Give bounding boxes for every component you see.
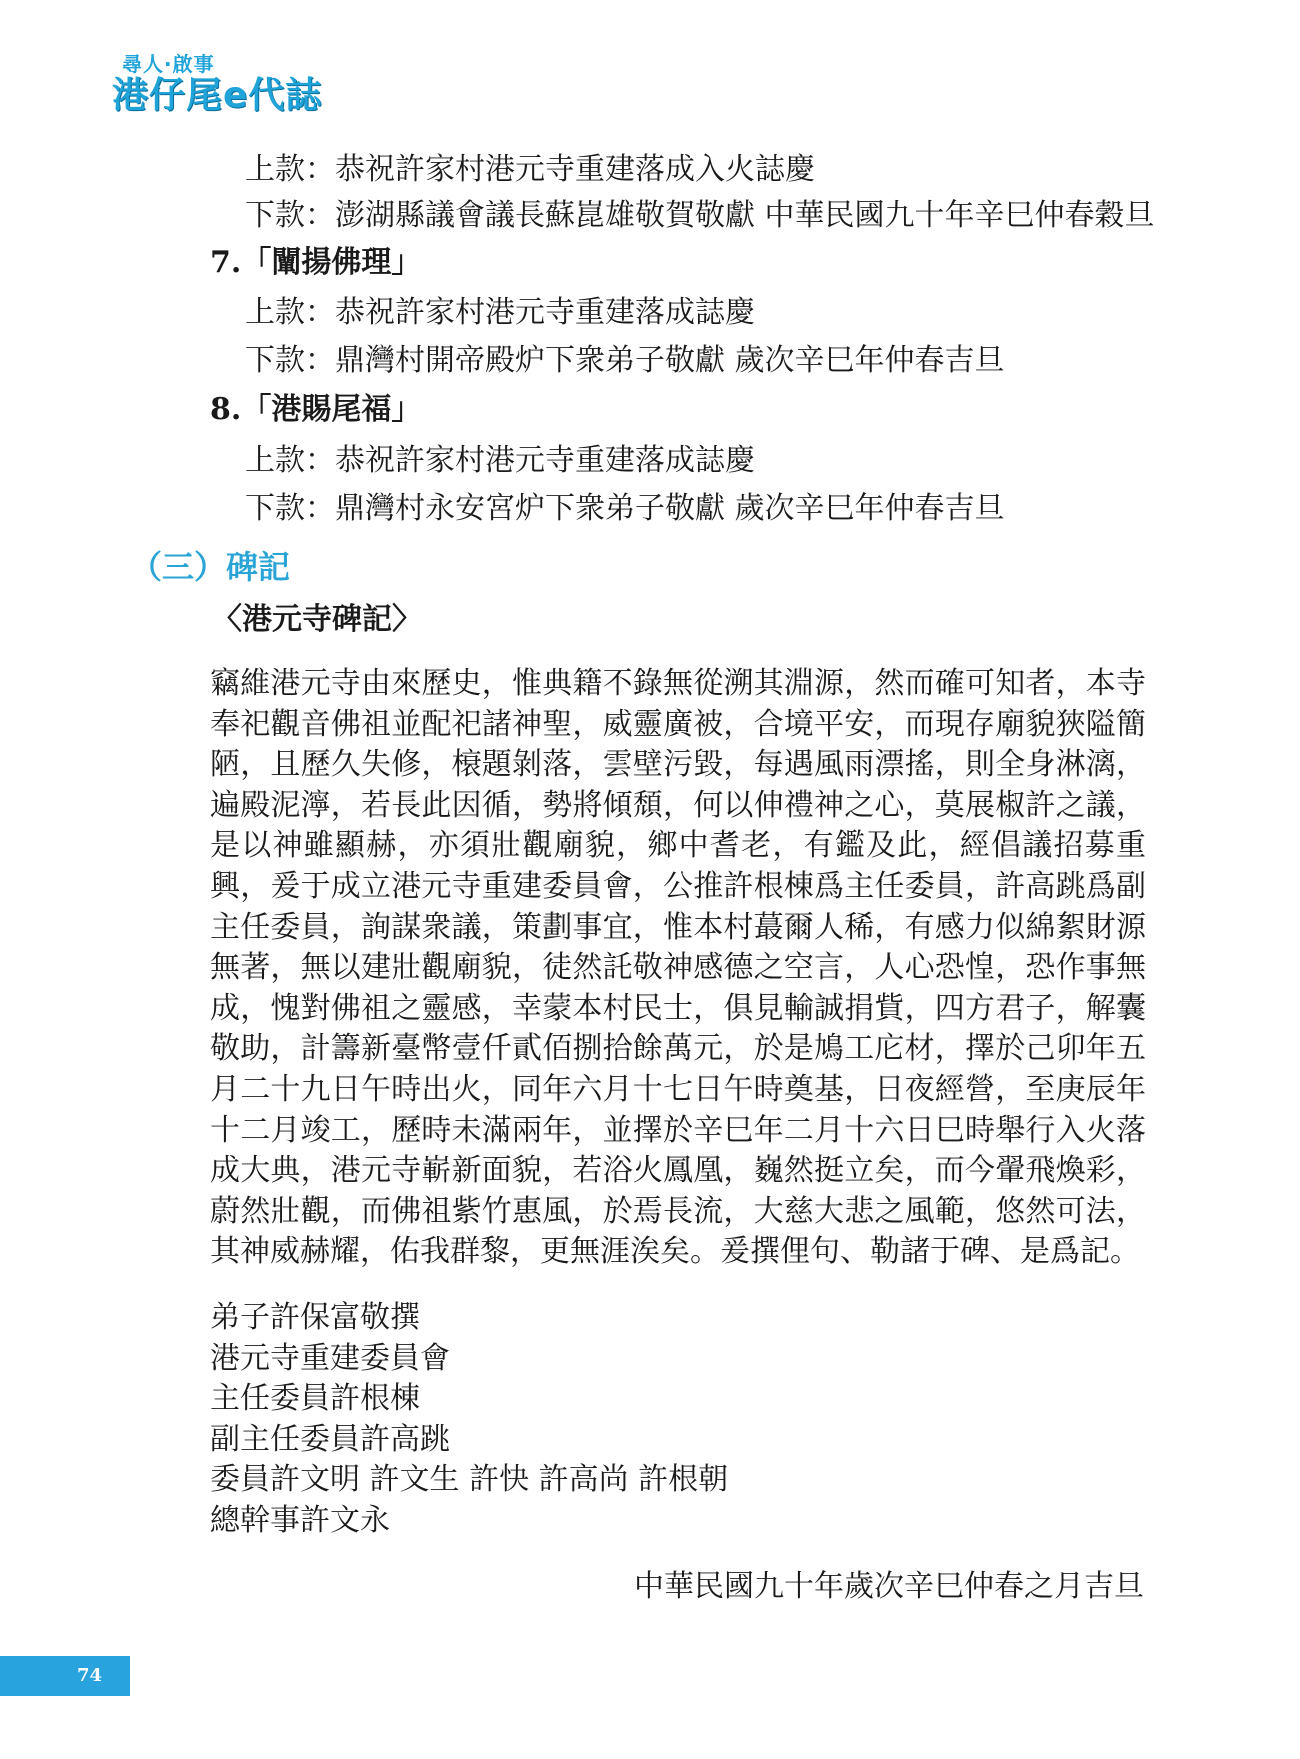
section-3-heading: （三）碑記 (130, 548, 291, 586)
page-number: 74 (0, 1656, 130, 1696)
signature-line-3: 主任委員許根棟 (210, 1381, 420, 1417)
signature-line-4: 副主任委員許高跳 (210, 1421, 450, 1457)
line-3: 上款：恭祝許家村港元寺重建落成誌慶 (245, 295, 755, 330)
line-2: 下款：澎湖縣議會議長蘇崑雄敬賀敬獻 中華民國九十年辛巳仲春穀旦 (245, 198, 1155, 233)
logo-main-text: 港仔尾e代誌 (112, 75, 323, 116)
date-line: 中華民國九十年歲次辛巳仲春之月吉旦 (634, 1569, 1144, 1604)
line-6: 下款：鼎灣村永安宮炉下衆弟子敬獻 歲次辛巳年仲春吉旦 (245, 491, 1005, 526)
line-5: 上款：恭祝許家村港元寺重建落成誌慶 (245, 443, 755, 478)
signature-block (210, 1298, 728, 1542)
signature-line-6: 總幹事許文永 (210, 1502, 390, 1538)
stele-subtitle: 〈港元寺碑記〉 (212, 602, 422, 637)
signature-line-1: 弟子許保富敬撰 (210, 1300, 420, 1335)
signature-line-2: 港元寺重建委員會 (210, 1340, 450, 1376)
signature-line-5: 委員許文明 許文生 許快 許高尚 許根朝 (210, 1462, 729, 1498)
line-4: 下款：鼎灣村開帝殿炉下衆弟子敬獻 歲次辛巳年仲春吉旦 (245, 343, 1005, 378)
logo-top-text: 尋人·啟事 (122, 52, 215, 76)
stele-paragraph: 竊維港元寺由來歷史，惟典籍不錄無從溯其淵源，然而確可知者，本寺奉祀觀音佛祖並配祀諸神聖，威靈廣被，合境平安，而現存廟貌狹隘簡陋，且歷久失修，榱題剝落，雲壁污毀，每遇風雨漂搖，則全身淋漓，遍殿泥濘，若長此因循，勢將傾頹，何以伸禮神之心，莫展椒許之議，是以神雖顯赫，亦須壯觀廟貌，鄉中耆老，有鑑及此，經倡議招募重興，爰于成立港元寺重建委員會，公推許根棟爲主任委員，許高跳爲副主任委員，詢謀衆議，策劃事宜，惟本村蕞爾人稀，有感力似綿絮財源無著，無以建壯觀廟貌，徒然託敬神感德之空言，人心恐惶，恐作事無成，愧對佛祖之靈感，幸蒙本村民士，俱見輸誠捐貲，四方君子，解囊敬助，計籌新臺幣壹仟貳佰捌拾餘萬元，於是鳩工庀材，擇於己卯年五月二十九日午時出火，同年六月十七日午時奠基，日夜經營，至庚辰年十二月竣工，歷時未滿兩年，並擇於辛巳年二月十六日巳時舉行入火落成大典，港元寺嶄新面貌，若浴火鳳凰，巍然挺立矣，而今翬飛煥彩，蔚然壯觀，而佛祖紫竹惠風，於焉長流，大慈大悲之風範，悠然可法，其神威赫耀，佑我群黎，更無涯涘矣。爰撰俚句、勒諸于碑、是爲記。 (210, 666, 1146, 1270)
item-8-heading: 8.「港賜尾福」 (210, 392, 422, 427)
line-1: 上款：恭祝許家村港元寺重建落成入火誌慶 (245, 152, 815, 187)
item-7-heading: 7.「闡揚佛理」 (210, 245, 422, 280)
header-logo (112, 52, 372, 116)
